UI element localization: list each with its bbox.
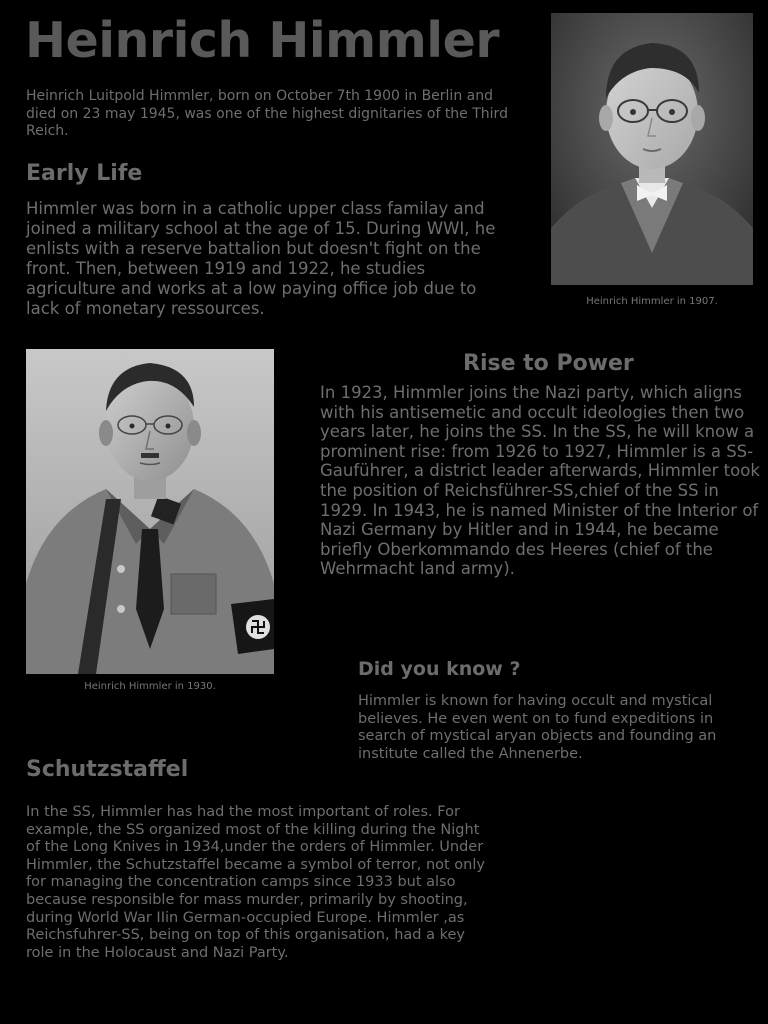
photo-caption-1930: Heinrich Himmler in 1930. <box>84 681 216 692</box>
intro-text: Heinrich Luitpold Himmler, born on October 7th 1900 in Berlin and died on 23 may 1945, was one of the highest dignitaries of the Third Reich. <box>26 88 508 139</box>
early-life-heading: Early Life <box>26 161 143 186</box>
portrait-photo-1930 <box>26 349 274 674</box>
did-you-know-text: Himmler is known for having occult and mystical believes. He even went on to fund expeditions in search of mystical aryan objects and founding an institute called the Ahnenerbe. <box>358 693 717 762</box>
rise-to-power-heading: Rise to Power <box>463 351 634 376</box>
photo-caption-1907: Heinrich Himmler in 1907. <box>586 296 718 307</box>
schutzstaffel-heading: Schutzstaffel <box>26 757 189 782</box>
rise-to-power-text: In 1923, Himmler joins the Nazi party, which aligns with his antisemetic and occult ideologies then two years later, he joins the SS. In the SS, he will know a prominent rise: from 1926 to 1927, Himmler is a SS-Gauführer, a district leader afterwards, Himmler took the position of Reichsführer-SS,chief of the SS in 1929. In 1943, he is named Minister of the Interior of Nazi Germany by Hitler and in 1944, he became briefly Oberkommando des Heeres (chief of the Wehrmacht land army). <box>320 383 760 579</box>
portrait-photo-1907 <box>551 13 753 285</box>
did-you-know-heading: Did you know ? <box>358 658 521 680</box>
page-title: Heinrich Himmler <box>25 12 499 69</box>
schutzstaffel-text: In the SS, Himmler has had the most important of roles. For example, the SS organized most of the killing during the Night of the Long Knives in 1934,under the orders of Himmler. Under Himmler, the Schutzstaffel became a symbol of terror, not only for managing the concentration camps since 1933 but also because responsible for mass murder, primarily by shooting, during World War IIin German-occupied Europe. Himmler ,as Reichsfuhrer-SS, being on top of this organisation, had a key role in the Holocaust and Nazi Party. <box>26 804 485 961</box>
portrait-1907-image <box>551 13 753 285</box>
early-life-text: Himmler was born in a catholic upper class familay and joined a military school at the age of 15. During WWI, he enlists with a reserve battalion but doesn't fight on the front. Then, between 1919 and 1922, he studies agriculture and works at a low paying office job due to lack of monetary ressources. <box>26 199 496 318</box>
portrait-1930-image <box>26 349 274 674</box>
